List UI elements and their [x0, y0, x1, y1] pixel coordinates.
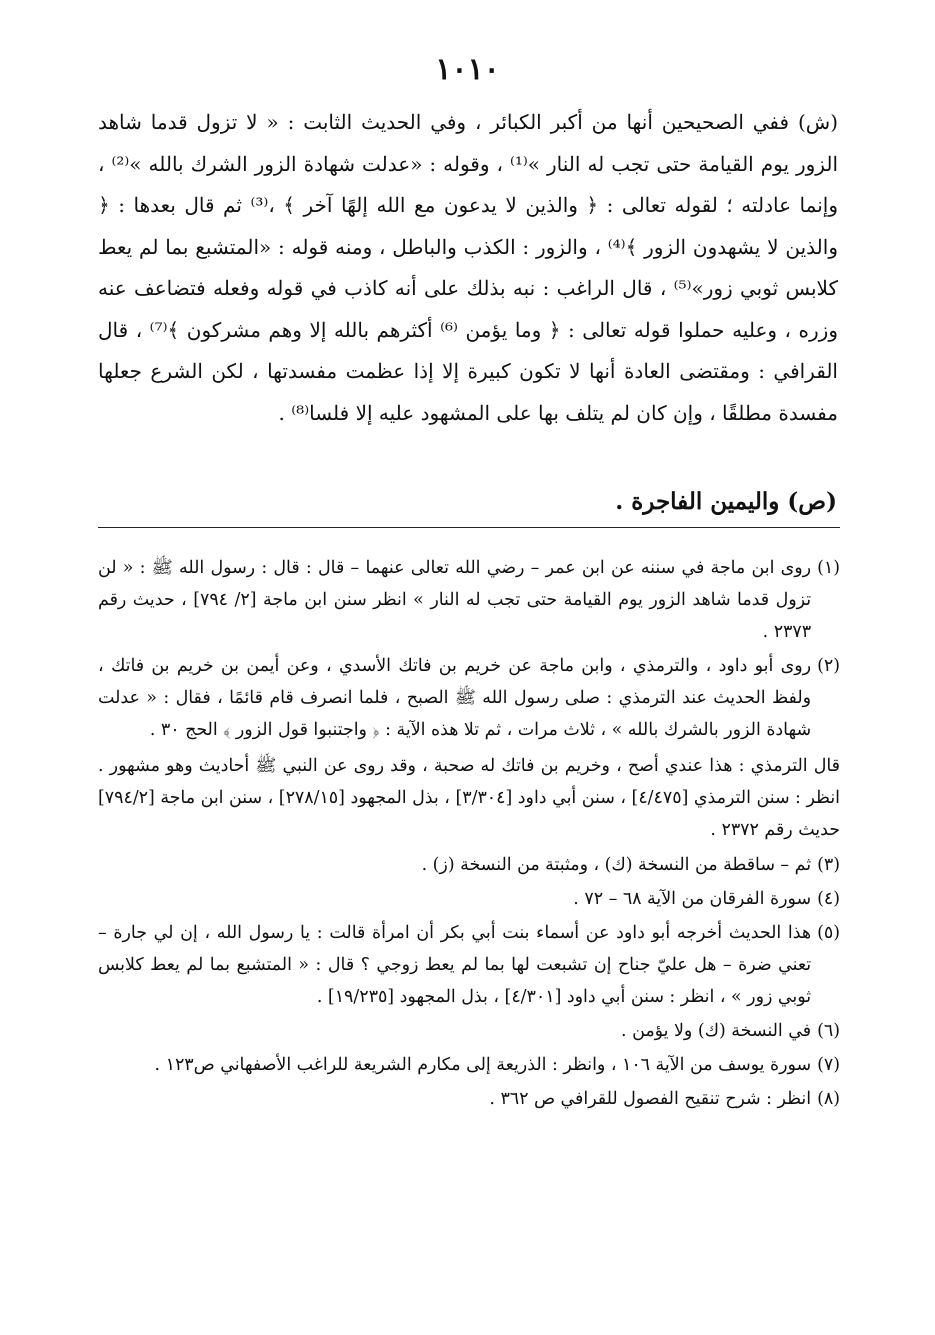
main-text-block [98, 102, 838, 434]
footnote-number: (٦) [817, 1021, 840, 1041]
section-heading: (ص) واليمين الفاجرة . [615, 488, 837, 515]
footnote-item [98, 1015, 840, 1047]
footnote-item [98, 1049, 840, 1081]
footnote-item [98, 883, 840, 915]
page-number: ١٠١٠ [435, 52, 500, 87]
footnote-divider [98, 527, 840, 528]
footnote-number: (١) [817, 558, 840, 578]
footnote-text: روى أبو داود ، والترمذي ، وابن ماجة عن خريم بن فاتك الأسدي ، وعن أيمن بن خريم بن فاتك ، ولفظ الحديث عند الترمذي : صلى رسول الله ﷺ الصبح ، فلما انصرف قام قائمًا ، فقال : « عدلت شهادة الزور بالشرك بالله » ، ثلاث مرات ، ثم تلا هذه الآية : ﴿ واجتنبوا قول الزور ﴾ الحج ٣٠ . [98, 656, 812, 740]
main-paragraph: (ش) ففي الصحيحين أنها من أكبر الكبائر ، وفي الحديث الثابت : « لا تزول قدما شاهد الزور يوم القيامة حتى تجب له النار »⁽¹⁾ ، وقوله : «عدلت شهادة الزور الشرك بالله »⁽²⁾ ، وإنما عادلته ؛ لقوله تعالى : ﴿ والذين لا يدعون مع الله إلهًا آخر ﴾ ،⁽³⁾ ثم قال بعدها : ﴿ والذين لا يشهدون الزور ﴾⁽⁴⁾ ، والزور : الكذب والباطل ، ومنه قوله : «المتشبع بما لم يعط كلابس ثوبي زور»⁽⁵⁾ ، قال الراغب : نبه بذلك على أنه كاذب في قوله وفعله فتضاعف عنه وزره ، وعليه حملوا قوله تعالى : ﴿ وما يؤمن ⁽⁶⁾ أكثرهم بالله إلا وهم مشركون ﴾⁽⁷⁾ ، قال القرافي : ومقتضى العادة أنها لا تكون كبيرة إلا إذا عظمت مفسدتها ، لكن الشرع جعلها مفسدة مطلقًا ، وإن كان لم يتلف بها على المشهود عليه إلا فلسا⁽⁸⁾ . [98, 110, 838, 425]
footnote-number: (٤) [817, 889, 840, 909]
footnote-item [98, 917, 840, 1013]
footnote-number: (٨) [817, 1089, 840, 1109]
footnotes [98, 552, 840, 1117]
footnote-item [98, 1083, 840, 1115]
footnote-item [98, 650, 840, 746]
footnote-text: ثم – ساقطة من النسخة (ك) ، ومثبتة من النسخة (ز) . [421, 855, 812, 875]
footnote-number: (٧) [817, 1055, 840, 1075]
footnote-item [98, 849, 840, 881]
footnote-text: انظر : شرح تنقيح الفصول للقرافي ص ٣٦٢ . [489, 1089, 812, 1109]
footnote-text: روى ابن ماجة في سننه عن ابن عمر – رضي الله تعالى عنهما – قال : قال : رسول الله ﷺ : « لن تزول قدما شاهد الزور يوم القيامة حتى تجب له النار » انظر سنن ابن ماجة [٢/ ٧٩٤] ، حديث رقم ٢٣٧٣ . [98, 558, 812, 642]
footnote-text: سورة الفرقان من الآية ٦٨ – ٧٢ . [573, 889, 812, 909]
footnote-number: (٣) [817, 855, 840, 875]
footnote-text: في النسخة (ك) ولا يؤمن . [621, 1021, 812, 1041]
footnote-number: (٢) [817, 656, 840, 676]
footnote-number: (٥) [817, 923, 840, 943]
footnote-text: سورة يوسف من الآية ١٠٦ ، وانظر : الذريعة إلى مكارم الشريعة للراغب الأصفهاني ص١٢٣ . [154, 1055, 812, 1075]
footnote-continuation: قال الترمذي : هذا عندي أصح ، وخريم بن فاتك له صحبة ، وقد روى عن النبي ﷺ أحاديث وهو مشهور . انظر : سنن الترمذي [٤/٤٧٥] ، سنن أبي داود [٣/٣٠٤] ، بذل المجهود [٢٧٨/١٥] ، سنن ابن ماجة [٧٩٤/٢] حديث رقم ٢٣٧٢ . [98, 756, 840, 840]
footnote-text: هذا الحديث أخرجه أبو داود عن أسماء بنت أبي بكر أن امرأة قالت : يا رسول الله ، إن لي جارة – تعني ضرة – هل عليّ جناح إن تشبعت لها بما لم يعط زوجي ؟ قال : « المتشبع بما لم يعط كلابس ثوبي زور » ، انظر : سنن أبي داود [٤/٣٠١] ، بذل المجهود [١٩/٢٣٥] . [98, 923, 812, 1007]
footnote-item [98, 552, 840, 648]
